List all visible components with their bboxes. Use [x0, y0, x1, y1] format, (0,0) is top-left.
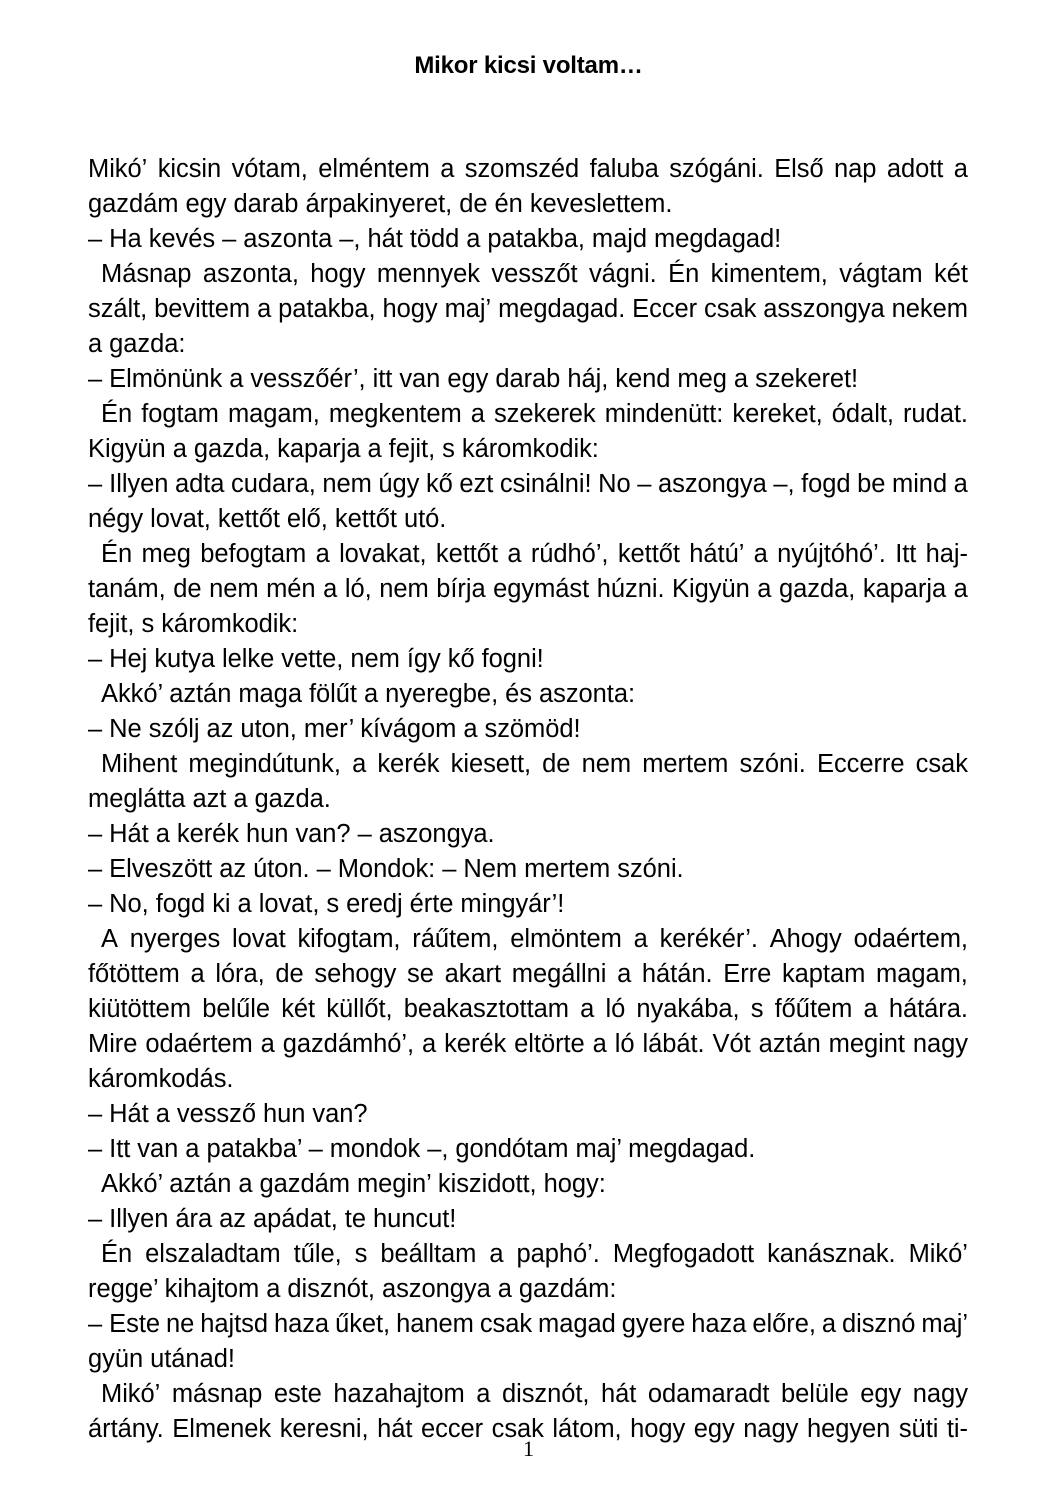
text-word: egy — [693, 1415, 735, 1443]
text-word: nem — [379, 575, 429, 603]
text-word: Mikó’ — [88, 155, 148, 183]
text-line — [88, 152, 968, 187]
text-word: maj’ — [444, 295, 492, 323]
text-word: űket, — [335, 1310, 391, 1338]
text-line: – Illyen ára az apádat, te huncut! — [88, 1205, 457, 1233]
text-word: megindútunk, — [188, 750, 341, 778]
text-word: lovakat, — [339, 540, 427, 568]
text-word: kimentem, — [710, 260, 828, 288]
text-word: vótam, — [231, 155, 308, 183]
text-word: kereket, — [732, 400, 823, 428]
text-word: a — [190, 960, 205, 988]
text-word: megint — [828, 1030, 905, 1058]
text-word: látom, — [552, 1415, 622, 1443]
text-word: megkentem — [328, 400, 462, 428]
text-line: – Elmönünk a vesszőér’, itt van egy darab háj, kend meg a szekeret! — [88, 365, 859, 393]
text-line: – Elveszött az úton. – Mondok: – Nem mertem szóni. — [88, 855, 684, 883]
text-word: a — [633, 925, 648, 953]
text-word: szógáni. — [669, 155, 764, 183]
text-word: lóra, — [215, 960, 265, 988]
text-word: No — [598, 470, 631, 498]
text-word: küllőt, — [326, 995, 393, 1023]
text-word: bírja — [436, 575, 486, 603]
text-word: patakba, — [278, 295, 376, 323]
text-word: gyere — [621, 1310, 686, 1338]
text-word: meg — [141, 540, 191, 568]
text-line: – No, fogd ki a lovat, s eredj érte mingyár’! — [88, 890, 565, 918]
text-word: Én — [101, 400, 133, 428]
text-word: Ahogy — [769, 925, 842, 953]
text-word: A — [101, 925, 118, 953]
text-word: süti — [898, 1415, 939, 1443]
text-line: négy lovat, kettőt elő, kettőt utó. — [88, 505, 447, 533]
text-word: odaértem, — [853, 925, 968, 953]
text-word: Vót — [712, 1030, 751, 1058]
text-word: elszaladtam — [145, 1240, 281, 1268]
text-word: kettőt — [617, 540, 680, 568]
text-word: Mikó’ — [101, 1380, 161, 1408]
text-word: este — [273, 1380, 322, 1408]
text-line — [88, 397, 968, 432]
text-word: a — [260, 1030, 275, 1058]
text-word: belüle — [780, 1380, 849, 1408]
text-word: asszongya — [763, 295, 885, 323]
text-word: faluba — [589, 155, 659, 183]
text-word: kicsin — [157, 155, 222, 183]
text-word: egymást — [493, 575, 590, 603]
text-word: úgy — [378, 470, 420, 498]
text-word: ti- — [946, 1415, 968, 1443]
text-word: hogy — [382, 295, 438, 323]
text-word: kiesett, — [450, 750, 532, 778]
text-word: ló, — [344, 575, 372, 603]
text-word: főűtem — [774, 995, 853, 1023]
text-word: belűle — [202, 995, 270, 1023]
text-line — [88, 1377, 968, 1412]
text-word: vágtam — [839, 260, 923, 288]
text-word: Én — [101, 1240, 133, 1268]
text-word: mén — [266, 575, 316, 603]
text-word: a — [315, 540, 330, 568]
text-word: s — [354, 1240, 368, 1268]
text-word: odaértem — [145, 1030, 253, 1058]
text-word: egy — [860, 1380, 902, 1408]
text-word: kiütöttem — [88, 995, 192, 1023]
text-word: elméntem — [318, 155, 430, 183]
text-word: de — [542, 750, 571, 778]
text-word: kerék — [444, 1030, 507, 1058]
text-word: a — [953, 575, 968, 603]
text-word: két — [934, 260, 968, 288]
text-word: a — [757, 575, 772, 603]
text-line: fejit, s káromkodik: — [88, 610, 299, 638]
text-word: fogtam — [141, 400, 219, 428]
text-word: Itt — [895, 540, 917, 568]
text-line: gyün utánad! — [88, 1345, 235, 1373]
text-word: Erre — [723, 960, 772, 988]
text-line — [88, 537, 968, 572]
text-word: gazdámhó’, — [282, 1030, 415, 1058]
text-word: a — [489, 1240, 504, 1268]
text-word: magam, — [227, 400, 320, 428]
text-word: nap — [834, 155, 877, 183]
text-word: vágni. — [588, 260, 657, 288]
text-line: a gazda: — [88, 330, 186, 358]
text-word: rúdhó’, — [530, 540, 609, 568]
text-word: kő — [425, 470, 453, 498]
text-word: a — [953, 470, 968, 498]
text-word: mindenütt: — [604, 400, 724, 428]
text-line — [88, 747, 968, 782]
text-word: csak — [915, 750, 968, 778]
text-word: a — [580, 995, 595, 1023]
text-word: csak — [479, 1310, 533, 1338]
text-word: mennyek — [376, 260, 480, 288]
text-word: – Este — [88, 1310, 160, 1338]
text-word: mind — [892, 470, 948, 498]
text-word: a — [257, 295, 272, 323]
text-line — [88, 957, 968, 992]
text-word: be — [857, 470, 886, 498]
text-word: keresni, — [279, 1415, 369, 1443]
text-word: hátú’ — [689, 540, 745, 568]
text-line — [88, 467, 968, 502]
text-line: – Ha kevés – aszonta –, hát tödd a patakba, majd megdagad! — [88, 225, 782, 253]
text-word: Mikó’ — [908, 1240, 968, 1268]
body-text — [88, 152, 968, 1447]
text-word: másnap — [171, 1380, 263, 1408]
text-line: regge’ kihajtom a disznót, aszongya a gazdám: — [88, 1275, 617, 1303]
text-word: hát — [377, 1415, 413, 1443]
text-word: tanám, — [88, 575, 166, 603]
text-word: kettőt — [435, 540, 498, 568]
text-word: hátára. — [888, 995, 968, 1023]
text-word: eltörte — [514, 1030, 585, 1058]
text-word: vesszőt — [491, 260, 578, 288]
text-word: szekerek — [493, 400, 596, 428]
text-line: gazdám egy darab árpakinyeret, de én keveslettem. — [88, 190, 673, 218]
text-word: akart — [444, 960, 502, 988]
text-word: haza — [273, 1310, 330, 1338]
text-line — [88, 922, 968, 957]
text-word: magam, — [876, 960, 968, 988]
text-word: kaptam — [781, 960, 866, 988]
text-word: főtöttem — [88, 960, 180, 988]
text-line — [88, 992, 968, 1027]
text-word: ne — [165, 1310, 195, 1338]
text-word: bevittem — [154, 295, 251, 323]
text-word: ártány. — [88, 1415, 164, 1443]
text-word: a — [507, 540, 522, 568]
text-word: a — [863, 995, 878, 1023]
text-word: nem — [209, 575, 259, 603]
text-word: nagy — [912, 1380, 968, 1408]
text-word: –, — [773, 470, 795, 498]
text-word: a — [753, 540, 768, 568]
text-word: kerékér’. — [659, 925, 758, 953]
text-word: nagy — [743, 1415, 799, 1443]
text-word: Megfogadott — [612, 1240, 755, 1268]
text-word: kanásznak. — [767, 1240, 896, 1268]
text-word: tűle, — [293, 1240, 342, 1268]
text-word: csinálni! — [499, 470, 592, 498]
text-word: Eccerre — [816, 750, 905, 778]
text-word: két — [281, 995, 316, 1023]
text-word: megállni — [511, 960, 607, 988]
text-word: paphó’. — [516, 1240, 600, 1268]
text-word: nem — [581, 750, 632, 778]
text-word: hátán. — [641, 960, 713, 988]
text-word: elmöntem — [510, 925, 622, 953]
text-word: aztán — [758, 1030, 821, 1058]
text-word: hogy — [630, 1415, 686, 1443]
text-word: nyújtóhó’. — [777, 540, 886, 568]
text-word: szóni. — [739, 750, 806, 778]
text-word: ló — [605, 995, 626, 1023]
text-word: a — [440, 155, 455, 183]
text-word: – Illyen — [88, 470, 169, 498]
text-word: sehogy — [314, 960, 397, 988]
text-word: előre, — [752, 1310, 816, 1338]
text-word: cudara, — [231, 470, 316, 498]
text-line — [88, 1027, 968, 1062]
text-word: a — [592, 1030, 607, 1058]
text-line: Akkó’ aztán a gazdám megin’ kiszidott, hogy: — [101, 1170, 606, 1198]
text-word: disznó — [841, 1310, 916, 1338]
text-word: kerék — [377, 750, 440, 778]
text-word: magad — [538, 1310, 616, 1338]
text-word: nyerges — [129, 925, 221, 953]
text-line: – Hát a vessző hun van? — [88, 1100, 368, 1128]
text-word: maj’ — [921, 1310, 968, 1338]
text-word: húzni. — [596, 575, 665, 603]
text-word: hazahajtom — [333, 1380, 465, 1408]
text-word: a — [821, 1310, 836, 1338]
text-word: hanem — [396, 1310, 474, 1338]
text-line — [88, 1307, 968, 1342]
text-line — [88, 257, 968, 292]
text-word: a — [476, 1380, 491, 1408]
text-word: Én — [668, 260, 700, 288]
text-word: szált, — [88, 295, 148, 323]
text-word: lábát. — [642, 1030, 705, 1058]
text-word: s — [750, 995, 764, 1023]
text-word: csak — [704, 295, 757, 323]
text-word: haj- — [925, 540, 968, 568]
text-line: – Hej kutya lelke vette, nem így kő fogni! — [88, 645, 544, 673]
text-word: a — [617, 960, 632, 988]
text-word: befogtam — [200, 540, 307, 568]
text-word: hogy — [310, 260, 366, 288]
text-word: beálltam — [380, 1240, 477, 1268]
text-word: Első — [774, 155, 824, 183]
text-word: Másnap — [101, 260, 192, 288]
text-word: Elmenek — [172, 1415, 272, 1443]
text-word: csak — [491, 1415, 544, 1443]
page-number: 1 — [523, 1436, 534, 1461]
text-word: adta — [175, 470, 225, 498]
text-line — [88, 572, 968, 607]
text-word: eccer — [420, 1415, 484, 1443]
text-word: odamaradt — [647, 1380, 770, 1408]
text-word: Mihent — [101, 750, 178, 778]
text-word: Én — [101, 540, 133, 568]
text-word: a — [323, 575, 338, 603]
text-word: a — [422, 1030, 437, 1058]
text-word: aszonta, — [202, 260, 299, 288]
text-line: – Itt van a patakba’ – mondok –, gondótam maj’ megdagad. — [88, 1135, 756, 1163]
text-word: lovat — [232, 925, 286, 953]
text-line: Akkó’ aztán maga fölűt a nyeregbe, és aszonta: — [101, 680, 635, 708]
text-word: a — [953, 155, 968, 183]
text-word: disznót, — [501, 1380, 590, 1408]
text-word: hegyen — [806, 1415, 891, 1443]
text-word: kaparja — [862, 575, 947, 603]
text-word: adott — [886, 155, 944, 183]
text-word: nem — [322, 470, 372, 498]
text-word: kifogtam, — [297, 925, 401, 953]
text-line: meglátta azt a gazda. — [88, 785, 331, 813]
text-word: fogd — [801, 470, 851, 498]
text-word: aszongya — [657, 470, 767, 498]
text-word: szomszéd — [464, 155, 580, 183]
text-word: nagy — [912, 1030, 968, 1058]
text-word: hajtsd — [200, 1310, 268, 1338]
page-title: Mikor kicsi voltam… — [414, 52, 643, 79]
text-word: a — [470, 400, 485, 428]
text-word: gazda, — [778, 575, 856, 603]
text-word: nyakába, — [636, 995, 740, 1023]
text-word: ódalt, — [831, 400, 894, 428]
text-word: Eccer — [632, 295, 698, 323]
text-word: Kigyün — [672, 575, 750, 603]
text-word: a — [352, 750, 367, 778]
text-word: nekem — [891, 295, 968, 323]
text-word: de — [275, 960, 304, 988]
text-word: megdagad. — [498, 295, 626, 323]
text-line: – Hát a kerék hun van? – aszongya. — [88, 820, 495, 848]
text-word: rudat. — [902, 400, 968, 428]
text-word: haza — [691, 1310, 747, 1338]
text-word: – — [637, 470, 652, 498]
text-word: de — [173, 575, 202, 603]
text-word: beakasztottam — [403, 995, 569, 1023]
text-word: mertem — [642, 750, 729, 778]
text-word: Mire — [88, 1030, 138, 1058]
text-word: hát — [601, 1380, 637, 1408]
text-line: – Ne szólj az uton, mer’ kívágom a szömöd! — [88, 715, 581, 743]
text-word: se — [407, 960, 434, 988]
text-line — [88, 292, 968, 327]
text-word: ezt — [459, 470, 494, 498]
text-line: káromkodás. — [88, 1065, 234, 1093]
text-word: ráűtem, — [412, 925, 499, 953]
text-line: Kigyün a gazda, kaparja a fejit, s káromkodik: — [88, 435, 599, 463]
text-line — [88, 1237, 968, 1272]
text-word: ló — [614, 1030, 635, 1058]
